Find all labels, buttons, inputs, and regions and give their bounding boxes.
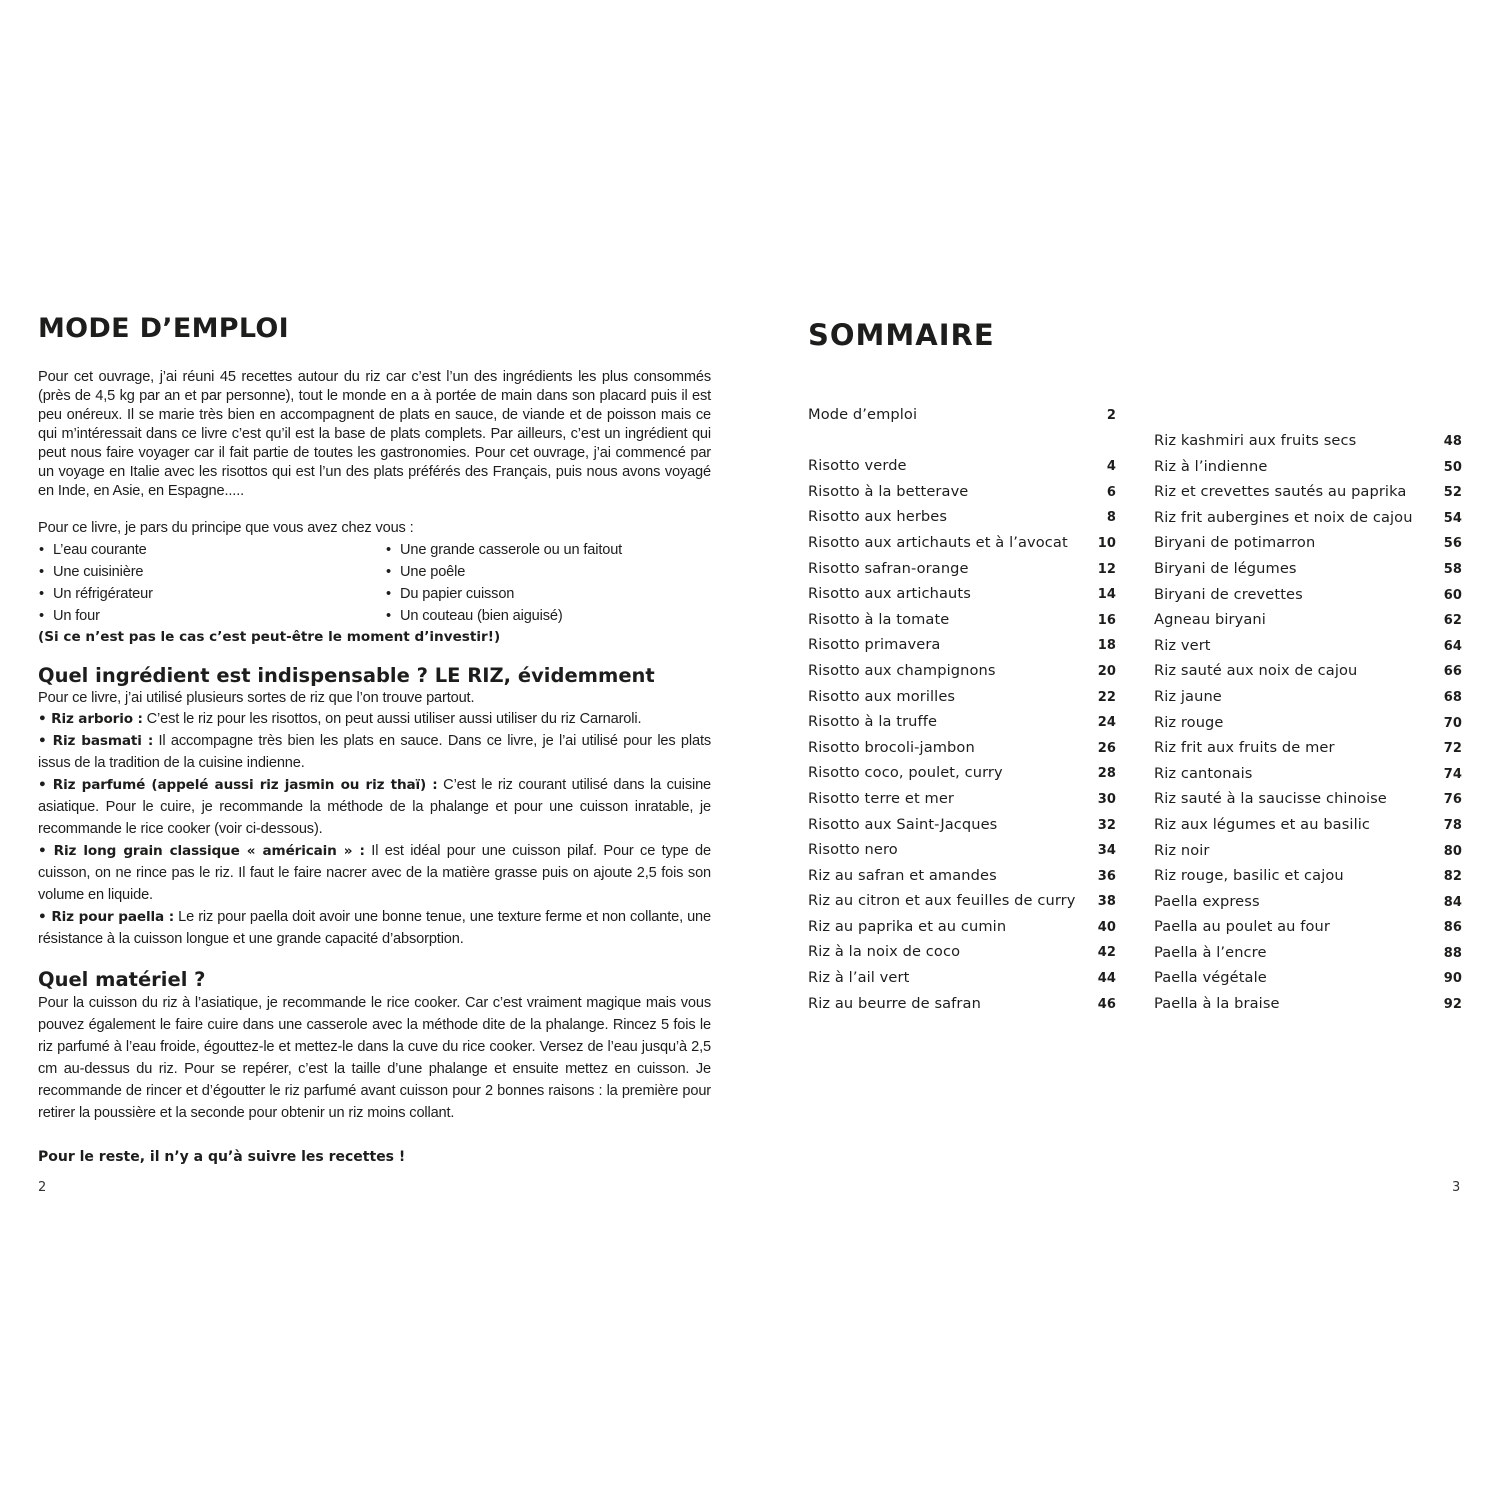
toc-entry-title: Paella au poulet au four <box>1154 918 1330 936</box>
section-heading-rice: Quel ingrédient est indispensable ? LE RIZ, évidemment <box>38 664 655 687</box>
toc-entry-title: Risotto primavera <box>808 636 941 654</box>
toc-entry[interactable] <box>1154 714 1462 740</box>
toc-entry-title: Risotto safran-orange <box>808 559 969 577</box>
page-number-left: 2 <box>38 1180 47 1195</box>
left-page <box>38 312 711 1167</box>
toc-entry-page: 38 <box>1097 894 1116 910</box>
equipment-lead: Pour ce livre, je pars du principe que vous avez chez vous : <box>38 520 414 536</box>
section-heading-material: Quel matériel ? <box>38 968 206 991</box>
toc-entry-page: 64 <box>1443 638 1462 654</box>
toc-entry-page: 60 <box>1443 587 1462 603</box>
toc-entry[interactable] <box>1154 534 1462 560</box>
toc-spacer <box>808 432 1116 458</box>
toc-entry[interactable] <box>1154 739 1462 765</box>
toc-entry[interactable] <box>1154 893 1462 919</box>
rice-type-name: Riz arborio : <box>51 711 143 727</box>
toc-entry-page: 82 <box>1443 869 1462 885</box>
toc-entry[interactable] <box>808 662 1116 688</box>
toc-entry[interactable] <box>1154 458 1462 484</box>
material-paragraph: Pour la cuisson du riz à l’asiatique, je recommande le rice cooker. Car c’est vraiment magique mais vous pouvez également le faire cuire dans une casserole avec la méthode dite de la phalange. Rincez 5 fois le riz parfumé à l’eau froide, égouttez-le et mettez-le dans la cuve du rice cooker. Versez de l’eau jusqu’à 2,5 cm au-dessus du riz. Pour se repérer, c’est la taille d’une phalange et ensuite mettez en cuisson. Je recommande de rincer et d’égoutter le riz parfumé avant cuisson pour 2 bonnes raisons : la première pour retirer la poussière et la seconde pour obtenir un riz moins collant. <box>38 995 711 1121</box>
toc-entry[interactable] <box>1154 944 1462 970</box>
toc-entry[interactable] <box>808 636 1116 662</box>
rice-type-item <box>38 906 711 950</box>
equipment-note: (Si ce n’est pas le cas c’est peut-être le moment d’investir!) <box>38 629 501 645</box>
equipment-item: • Un couteau (bien aiguisé) <box>386 608 563 624</box>
toc-entry-title: Riz et crevettes sautés au paprika <box>1154 483 1407 501</box>
rice-type-name: Riz long grain classique « américain » : <box>53 843 365 859</box>
toc-entry-page: 52 <box>1443 485 1462 501</box>
toc-entry[interactable] <box>1154 816 1462 842</box>
toc-entry-page: 88 <box>1443 945 1462 961</box>
toc-entry-page: 34 <box>1097 843 1116 859</box>
toc-column-1 <box>808 406 1116 1020</box>
toc-entry-page: 62 <box>1443 613 1462 629</box>
bullet-icon: • <box>39 542 44 558</box>
page-title-mode-emploi: MODE D’EMPLOI <box>38 313 289 344</box>
toc-entry[interactable] <box>1154 662 1462 688</box>
toc-entry-title: Riz au citron et aux feuilles de curry <box>808 892 1076 910</box>
toc-entry[interactable] <box>808 764 1116 790</box>
toc-entry-page: 86 <box>1443 920 1462 936</box>
rice-types-list <box>38 708 711 950</box>
bullet-icon: • <box>386 608 391 624</box>
toc-entry-page: 24 <box>1097 715 1116 731</box>
toc-entry[interactable] <box>1154 637 1462 663</box>
toc-entry-title: Risotto à la truffe <box>808 713 938 731</box>
toc-entry-title: Mode d’emploi <box>808 406 918 423</box>
toc-entry[interactable] <box>808 508 1116 534</box>
toc-entry-title: Risotto coco, poulet, curry <box>808 764 1003 782</box>
toc-entry-page: 6 <box>1106 484 1116 500</box>
toc-entry[interactable] <box>1154 432 1462 458</box>
toc-entry[interactable] <box>808 969 1116 995</box>
toc-entry[interactable] <box>808 867 1116 893</box>
equipment-item: • Un four <box>39 608 100 624</box>
rice-type-item <box>38 774 711 840</box>
toc-entry-title: Riz sauté à la saucisse chinoise <box>1154 790 1387 808</box>
toc-entry-page: 28 <box>1097 766 1116 782</box>
rice-type-description: Il accompagne très bien les plats en sauce. Dans ce livre, je l’ai utilisé pour les plats issus de la tradition de la cuisine indienne. <box>38 733 712 771</box>
bullet-icon: • <box>386 564 391 580</box>
toc-entry-page: 70 <box>1443 715 1462 731</box>
toc-entry-title: Risotto nero <box>808 841 898 859</box>
toc-entry-title: Risotto aux Saint-Jacques <box>808 815 998 833</box>
toc-entry-title: Riz rouge <box>1154 713 1224 731</box>
toc-entry-page: 84 <box>1443 894 1462 910</box>
toc-entry-page: 50 <box>1443 459 1462 475</box>
toc-entry-page: 76 <box>1443 792 1462 808</box>
page-title-sommaire: SOMMAIRE <box>808 318 995 352</box>
rice-intro: Pour ce livre, j’ai utilisé plusieurs sortes de riz que l’on trouve partout. <box>38 690 475 706</box>
toc-column-1-entries <box>808 457 1116 1020</box>
toc-entry[interactable] <box>808 790 1116 816</box>
equipment-item: • L’eau courante <box>39 542 147 558</box>
toc-entry[interactable] <box>808 688 1116 714</box>
toc-entry-page: 32 <box>1097 817 1116 833</box>
toc-entry-page: 36 <box>1097 868 1116 884</box>
toc-entry[interactable] <box>1154 560 1462 586</box>
toc-entry-title: Riz sauté aux noix de cajou <box>1154 662 1358 680</box>
toc-entry-title: Risotto aux champignons <box>808 661 996 679</box>
toc-entry[interactable] <box>1154 483 1462 509</box>
toc-entry[interactable] <box>808 739 1116 765</box>
toc-entry-title: Riz à l’ail vert <box>808 969 910 987</box>
toc-entry-title: Risotto aux artichauts et à l’avocat <box>808 533 1068 551</box>
bullet-icon: • <box>39 586 44 602</box>
rice-type-description: C’est le riz courant utilisé dans la cuisine asiatique. Pour le cuire, je recommande la méthode de la phalange et pour une cuisson inratable, je recommande le rice cooker (voir ci-dessous). <box>38 777 712 837</box>
intro-paragraph: Pour cet ouvrage, j’ai réuni 45 recettes autour du riz car c’est l’un des ingrédients les plus consommés (près de 4,5 kg par an et par personne), tout le monde en a à portée de main dans son placard puis il est peu onéreux. Il se marie très bien en accompagnent de plats en sauce, de viande et de poisson mais ce qui m’intéressait dans ce livre c’est qu’il est la base de plats complets. Par ailleurs, c’est un ingrédient qui peut nous faire voyager car il fait partie de toutes les gastronomies. Pour cet ouvrage, j’ai commencé par un voyage en Italie avec les risottos qui est l’un des plats préférés des Français, puis nous avons voyagé en Inde, en Asie, en Espagne..... <box>38 369 711 499</box>
toc-entry-page: 92 <box>1443 997 1462 1013</box>
toc-entry-page: 26 <box>1097 740 1116 756</box>
right-page <box>808 318 1463 352</box>
equipment-item: • Une poêle <box>386 564 466 580</box>
rice-type-description: C’est le riz pour les risottos, on peut aussi utiliser aussi utiliser du riz Carnaroli. <box>142 711 642 727</box>
toc-entry[interactable] <box>1154 842 1462 868</box>
toc-entry-page: 56 <box>1443 536 1462 552</box>
rice-type-item <box>38 840 711 906</box>
toc-entry[interactable] <box>1154 765 1462 791</box>
toc-entry-title: Risotto brocoli-jambon <box>808 738 975 756</box>
toc-entry-title: Biryani de légumes <box>1154 559 1297 577</box>
equipment-item: • Une cuisinière <box>39 564 144 580</box>
toc-entry[interactable] <box>1154 995 1462 1021</box>
toc-entry-page: 58 <box>1443 561 1462 577</box>
toc-entry-title: Riz vert <box>1154 636 1211 654</box>
rice-type-description: Il est idéal pour une cuisson pilaf. Pour ce type de cuisson, on ne rince pas le riz. Il faut le faire nacrer avec de la matière grasse puis on ajoute 2,5 fois son volume en liquide. <box>38 843 711 903</box>
toc-entry-title: Risotto à la tomate <box>808 610 950 628</box>
toc-entry-title: Riz au safran et amandes <box>808 866 997 884</box>
toc-entry-title: Riz à la noix de coco <box>808 943 961 961</box>
toc-entry-page: 18 <box>1097 638 1116 654</box>
toc-entry-page: 10 <box>1097 535 1116 551</box>
toc-entry-title: Risotto aux artichauts <box>808 585 971 603</box>
toc-entry-page: 54 <box>1443 510 1462 526</box>
toc-entry-title: Risotto verde <box>808 457 907 475</box>
toc-entry-title: Riz rouge, basilic et cajou <box>1154 867 1344 885</box>
toc-entry-title: Risotto à la betterave <box>808 482 969 500</box>
toc-entry[interactable] <box>808 483 1116 509</box>
toc-entry-mode-emploi[interactable] <box>808 406 1116 432</box>
toc-entry-title: Paella express <box>1154 892 1260 910</box>
toc-entry-title: Risotto aux herbes <box>808 508 948 526</box>
rice-type-description: Le riz pour paella doit avoir une bonne tenue, une texture ferme et non collante, une résistance à la cuisson longue et une grande capacité d’absorption. <box>38 909 711 947</box>
toc-entry-title: Risotto terre et mer <box>808 789 955 807</box>
equipment-item: • Une grande casserole ou un faitout <box>386 542 623 558</box>
toc-entry-title: Riz à l’indienne <box>1154 457 1268 475</box>
equipment-item: • Un réfrigérateur <box>39 586 153 602</box>
toc-entry-page: 66 <box>1443 664 1462 680</box>
toc-entry-page: 80 <box>1443 843 1462 859</box>
toc-entry-page: 90 <box>1443 971 1462 987</box>
toc-entry[interactable] <box>1154 867 1462 893</box>
toc-entry-title: Riz frit aubergines et noix de cajou <box>1154 508 1413 526</box>
toc-entry-title: Biryani de crevettes <box>1154 585 1303 603</box>
toc-entry-page: 30 <box>1097 791 1116 807</box>
toc-entry-title: Biryani de potimarron <box>1154 534 1316 552</box>
toc-entry-title: Riz au paprika et au cumin <box>808 917 1007 935</box>
toc-entry-page: 14 <box>1097 587 1116 603</box>
toc-entry[interactable] <box>1154 688 1462 714</box>
toc-entry-title: Riz aux légumes et au basilic <box>1154 815 1371 833</box>
toc-entry-title: Paella à l’encre <box>1154 943 1267 961</box>
toc-column-2 <box>1154 432 1462 1021</box>
toc-entry[interactable] <box>808 534 1116 560</box>
toc-entry-page: 22 <box>1097 689 1116 705</box>
toc-entry-title: Riz kashmiri aux fruits secs <box>1154 432 1357 449</box>
toc-entry[interactable] <box>1154 918 1462 944</box>
toc-column-2-entries <box>1154 432 1462 1021</box>
toc-entry[interactable] <box>1154 611 1462 637</box>
toc-entry-page: 68 <box>1443 689 1462 705</box>
toc-entry-page: 42 <box>1097 945 1116 961</box>
bullet-icon: • <box>38 843 54 859</box>
toc-entry-title: Riz noir <box>1154 841 1210 859</box>
toc-entry-page: 72 <box>1443 741 1462 757</box>
toc-entry-page: 16 <box>1097 612 1116 628</box>
rice-type-name: Riz basmati : <box>52 733 154 749</box>
toc-entry-page: 4 <box>1106 459 1116 475</box>
toc-entry-page: 20 <box>1097 663 1116 679</box>
toc-entry-title: Riz frit aux fruits de mer <box>1154 739 1335 757</box>
bullet-icon: • <box>38 777 53 793</box>
page-number-right: 3 <box>1452 1180 1461 1195</box>
toc-entry[interactable] <box>808 892 1116 918</box>
toc-entry[interactable] <box>808 611 1116 637</box>
rice-type-item <box>38 730 711 774</box>
bullet-icon: • <box>386 542 391 558</box>
rice-type-item <box>38 708 711 730</box>
bullet-icon: • <box>39 564 44 580</box>
toc-entry[interactable] <box>1154 790 1462 816</box>
equipment-item: • Du papier cuisson <box>386 586 515 602</box>
bullet-icon: • <box>39 608 44 624</box>
toc-entry-page: 48 <box>1443 434 1462 449</box>
bullet-icon: • <box>38 909 52 925</box>
toc-entry-title: Risotto aux morilles <box>808 687 956 705</box>
toc-entry-title: Riz au beurre de safran <box>808 994 981 1012</box>
toc-entry-page: 44 <box>1097 971 1116 987</box>
toc-entry[interactable] <box>808 995 1116 1021</box>
bullet-icon: • <box>386 586 391 602</box>
toc-entry-page: 2 <box>1106 408 1116 423</box>
toc-entry-title: Riz cantonais <box>1154 764 1253 782</box>
toc-entry[interactable] <box>808 918 1116 944</box>
bullet-icon: • <box>38 711 52 727</box>
toc-entry[interactable] <box>1154 969 1462 995</box>
toc-entry[interactable] <box>808 457 1116 483</box>
toc-entry-title: Agneau biryani <box>1154 611 1266 629</box>
toc-entry-page: 8 <box>1106 510 1116 526</box>
toc-entry[interactable] <box>808 841 1116 867</box>
bullet-icon: • <box>38 733 53 749</box>
rice-type-name: Riz parfumé (appelé aussi riz jasmin ou riz thaï) : <box>52 777 438 793</box>
rice-type-name: Riz pour paella : <box>51 909 175 925</box>
toc-entry-page: 40 <box>1097 919 1116 935</box>
toc-entry[interactable] <box>1154 509 1462 535</box>
toc-entry-title: Paella végétale <box>1154 969 1267 987</box>
equipment-list <box>38 541 711 626</box>
toc-entry[interactable] <box>808 713 1116 739</box>
closing-line: Pour le reste, il n’y a qu’à suivre les recettes ! <box>38 1149 406 1165</box>
toc-entry-page: 12 <box>1097 561 1116 577</box>
toc-entry[interactable] <box>808 943 1116 969</box>
toc-entry[interactable] <box>1154 586 1462 612</box>
toc-entry-page: 78 <box>1443 817 1462 833</box>
toc-entry-page: 74 <box>1443 766 1462 782</box>
toc-entry-page: 46 <box>1097 996 1116 1012</box>
toc-entry[interactable] <box>808 585 1116 611</box>
toc-entry-title: Paella à la braise <box>1154 995 1280 1013</box>
toc-entry[interactable] <box>808 560 1116 586</box>
toc-entry-title: Riz jaune <box>1154 687 1222 705</box>
toc-entry[interactable] <box>808 816 1116 842</box>
